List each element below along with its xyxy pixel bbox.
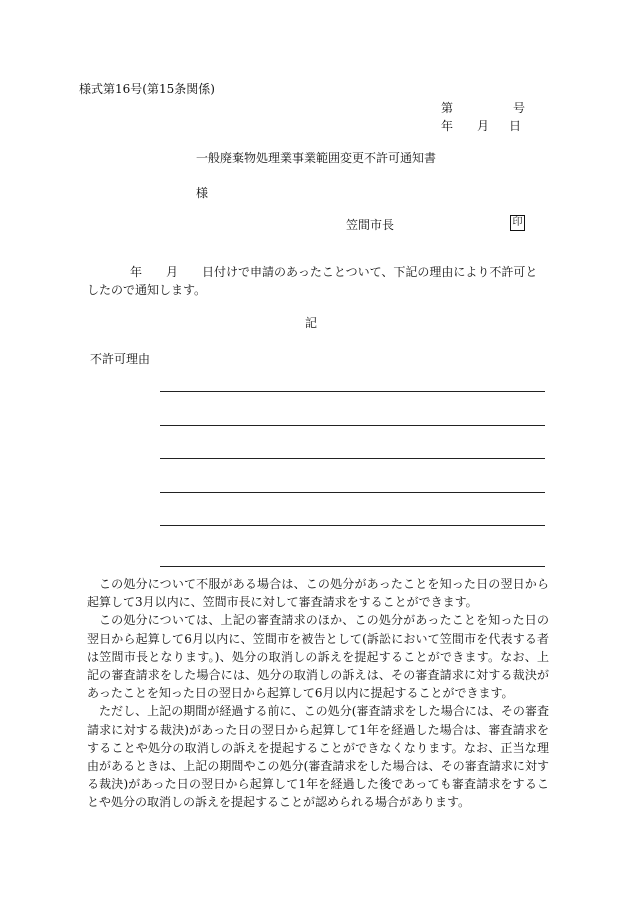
date-year: 年 <box>441 119 454 133</box>
document-number-prefix: 第 <box>441 101 454 115</box>
document-number <box>441 99 525 116</box>
addressee: 様 <box>196 186 209 200</box>
reason-line <box>160 425 545 426</box>
form-number: 様式第16号(第15条関係) <box>79 82 215 96</box>
body-paragraph: 年 月 日付けで申請のあったことついて、下記の理由により不許可としたので通知します。 <box>87 265 538 297</box>
notice-paragraph: この処分については、上記の審査請求のほか、この処分があったことを知った日の翌日から起算して6月以内に、笠間市を被告として(訴訟において笠間市を代表する者は笠間市長となります。)、処分の取消しの訴えを提起することができます。なお、上記の審査請求をした場合には、処分の取消しの訴えは、その審査請求に対する裁決があったことを知った日の翌日から起算して6月以内に提起することができます。 <box>87 613 549 701</box>
notice-paragraph: この処分について不服がある場合は、この処分があったことを知った日の翌日から起算して3月以内に、笠間市長に対して審査請求をすることができます。 <box>87 577 549 610</box>
reason-line <box>160 492 545 493</box>
reason-line <box>160 391 545 392</box>
date-month: 月 <box>477 119 490 133</box>
ki-heading: 記 <box>305 316 318 330</box>
date-day: 日 <box>509 119 522 133</box>
notice-paragraph: ただし、上記の期間が経過する前に、この処分(審査請求をした場合には、その審査請求に対する裁決)があった日の翌日から起算して1年を経過した場合は、審査請求をすることや処分の取消しの訴えを提起することができなくなります。なお、正当な理由があるときは、上記の期間やこの処分(審査請求をした場合は、その審査請求に対する裁決)があった日の翌日から起算して1年を経過した後であっても審査請求をすることや処分の取消しの訴えを提起することが認められる場合があります。 <box>87 704 549 810</box>
document-date <box>441 117 521 134</box>
reason-line <box>160 458 545 459</box>
document-number-suffix: 号 <box>513 101 526 115</box>
seal-mark: 印 <box>510 215 525 231</box>
reason-label: 不許可理由 <box>90 352 151 366</box>
document-title: 一般廃棄物処理業事業範囲変更不許可通知書 <box>196 151 437 165</box>
appeal-notice <box>87 575 549 812</box>
reason-line <box>160 566 545 567</box>
sender-name: 笠間市長 <box>346 218 395 232</box>
reason-line <box>160 525 545 526</box>
